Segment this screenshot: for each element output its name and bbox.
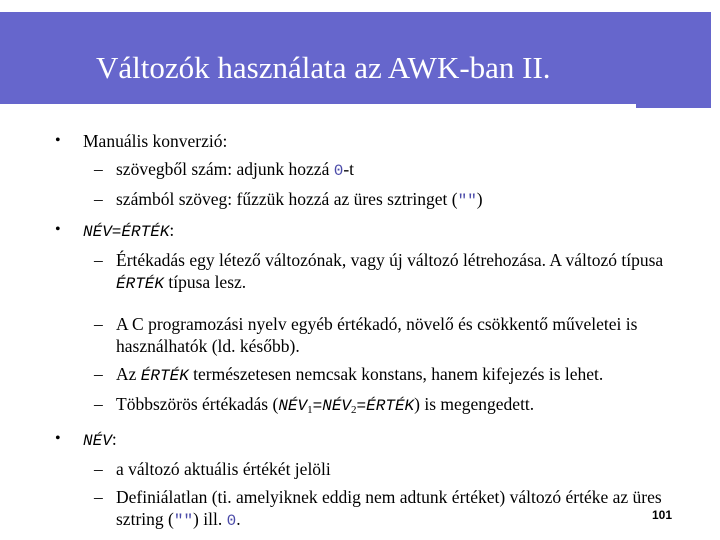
- code-nev: NÉV: [278, 397, 308, 415]
- dash-marker: –: [94, 250, 103, 270]
- bullet-assignment: [0, 219, 720, 243]
- page-number: 101: [652, 508, 673, 522]
- slide-content: [0, 130, 720, 532]
- dash-marker: –: [94, 394, 103, 414]
- bullet-suffix: :: [111, 429, 117, 449]
- dash-marker: –: [94, 189, 103, 209]
- subbullet-text-mid: ) ill.: [193, 509, 227, 529]
- bullet-text: Manuális konverzió:: [83, 131, 228, 151]
- subbullet-c-operators: [0, 313, 720, 357]
- subbullet-expression: [0, 363, 720, 387]
- subbullet-undefined-value: [0, 486, 720, 532]
- code-ertek: ÉRTÉK: [140, 367, 189, 385]
- bullet-manual-conversion: [0, 130, 720, 152]
- subbullet-assignment-desc: [0, 249, 720, 295]
- subbullet-text-end: természetesen nemcsak konstans, hanem kifejezés is lehet.: [188, 364, 604, 384]
- subbullet-text-end: típusa lesz.: [164, 272, 247, 292]
- subscript-1: 1: [307, 404, 313, 416]
- bullet-name: [0, 428, 720, 452]
- subbullet-string-to-number: [0, 158, 720, 182]
- code-nev: NÉV: [83, 432, 112, 450]
- bullet-dot: •: [55, 132, 61, 149]
- dash-marker: –: [94, 159, 103, 179]
- title-bar: [0, 12, 711, 108]
- dash-marker: –: [94, 487, 103, 507]
- code-ertek: ÉRTÉK: [116, 275, 165, 293]
- subbullet-text: Értékadás egy létező változónak, vagy új változó létrehozása. A változó típusa: [116, 250, 664, 270]
- code-zero: 0: [226, 512, 237, 530]
- subbullet-suffix: ): [476, 189, 483, 209]
- bullet-dot: •: [55, 430, 61, 447]
- subscript-2: 2: [351, 404, 357, 416]
- subbullet-current-value: [0, 458, 720, 480]
- dash-marker: –: [94, 364, 103, 384]
- dash-marker: –: [94, 314, 103, 334]
- slide-title: Változók használata az AWK-ban II.: [96, 50, 551, 85]
- subbullet-text: A C programozási nyelv egyéb értékadó, növelő és csökkentő műveletei is használhatók (ld. később).: [116, 314, 638, 356]
- subbullet-text: Az: [116, 364, 141, 384]
- title-underline: [0, 104, 636, 108]
- subbullet-text: szövegből szám: adjunk hozzá: [116, 159, 334, 179]
- code-eq-ertek: =ÉRTÉK: [356, 397, 415, 415]
- subbullet-text: Többszörös értékadás (: [116, 394, 279, 414]
- code-eq-nev: =NÉV: [312, 397, 352, 415]
- code-empty-string: ″″: [457, 192, 477, 210]
- subbullet-text-end: ) is megengedett.: [414, 394, 535, 414]
- subbullet-text-end: .: [236, 509, 241, 529]
- subbullet-multiple-assignment: [0, 393, 720, 421]
- subbullet-number-to-string: [0, 188, 720, 212]
- dash-marker: –: [94, 459, 103, 479]
- subbullet-text: számból szöveg: fűzzük hozzá az üres sztringet (: [116, 189, 458, 209]
- bullet-suffix: :: [169, 220, 175, 240]
- code-nev-ertek: NÉV=ÉRTÉK: [83, 223, 170, 241]
- subbullet-text: a változó aktuális értékét jelöli: [116, 459, 331, 479]
- code-empty-string: ″″: [173, 512, 194, 530]
- subbullet-text: Definiálatlan (ti. amelyiknek eddig nem adtunk értéket) változó értéke az üres sztring (: [116, 487, 662, 529]
- code-zero: 0: [333, 162, 344, 180]
- bullet-dot: •: [55, 221, 61, 238]
- subbullet-suffix: -t: [343, 159, 355, 179]
